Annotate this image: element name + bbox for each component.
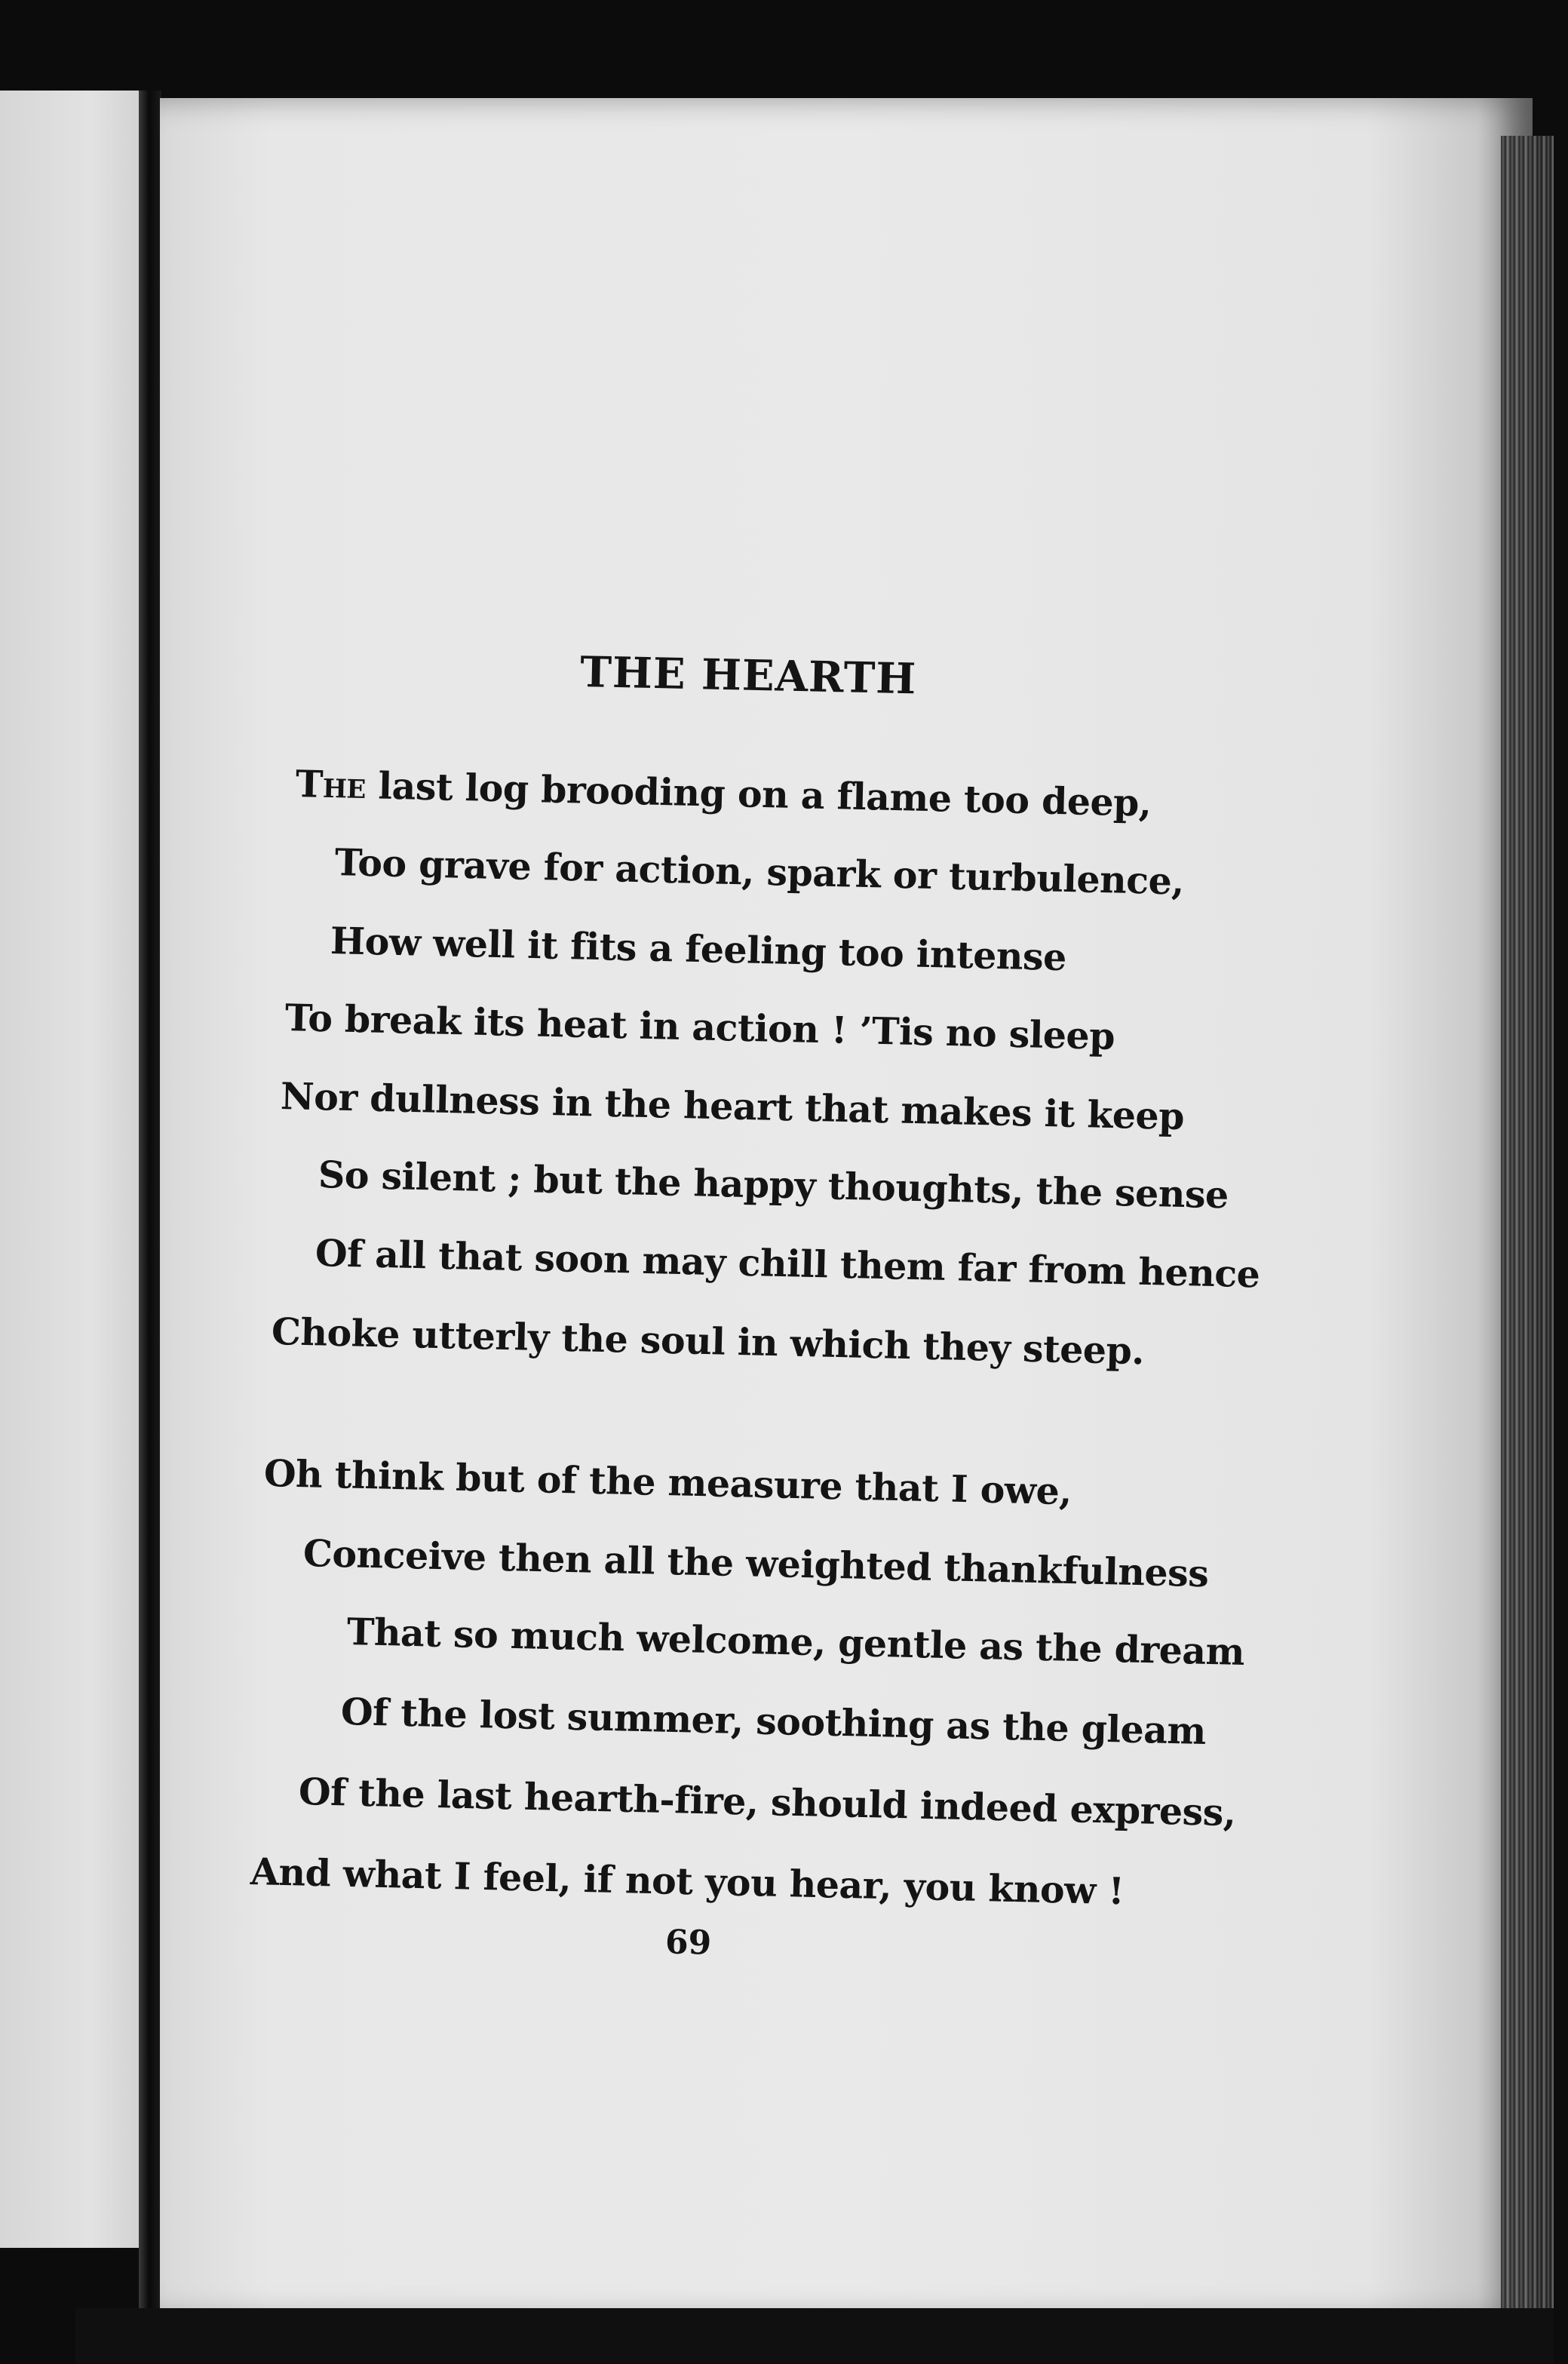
stanza2-line2: Conceive then all the weighted thankfulness bbox=[302, 1531, 1210, 1596]
stanza2-line6: And what I feel, if not you hear, you know ! bbox=[250, 1850, 1125, 1914]
poem-title: THE HEARTH bbox=[579, 647, 917, 705]
stanza1-line5: Nor dullness in the heart that makes it keep bbox=[280, 1074, 1185, 1139]
stanza1-line2: Too grave for action, spark or turbulence, bbox=[334, 840, 1185, 904]
stanza1-line8: Choke utterly the soul in which they steep. bbox=[271, 1309, 1145, 1374]
stanza2-line5: Of the last hearth-fire, should indeed express, bbox=[298, 1770, 1237, 1835]
page-number: 69 bbox=[664, 1923, 712, 1963]
stanza1-line6: So silent ; but the happy thoughts, the sense bbox=[318, 1153, 1229, 1217]
stanza1-line4: To break its heat in action ! ’Tis no sleep bbox=[284, 996, 1115, 1058]
first-word: The bbox=[295, 762, 367, 808]
stanza1-line3: How well it fits a feeling too intense bbox=[330, 919, 1067, 980]
stanza1-line7: Of all that soon may chill them far from hence bbox=[315, 1231, 1260, 1297]
stanza2-line1: Oh think but of the measure that I owe, bbox=[263, 1451, 1072, 1514]
stanza2-line3: That so much welcome, gentle as the dream bbox=[346, 1610, 1245, 1674]
stanza2-line4: Of the lost summer, soothing as the gleam bbox=[340, 1690, 1207, 1754]
stanza1-line1 bbox=[295, 762, 1152, 825]
line1-rest: last log brooding on a flame too deep, bbox=[365, 763, 1152, 825]
